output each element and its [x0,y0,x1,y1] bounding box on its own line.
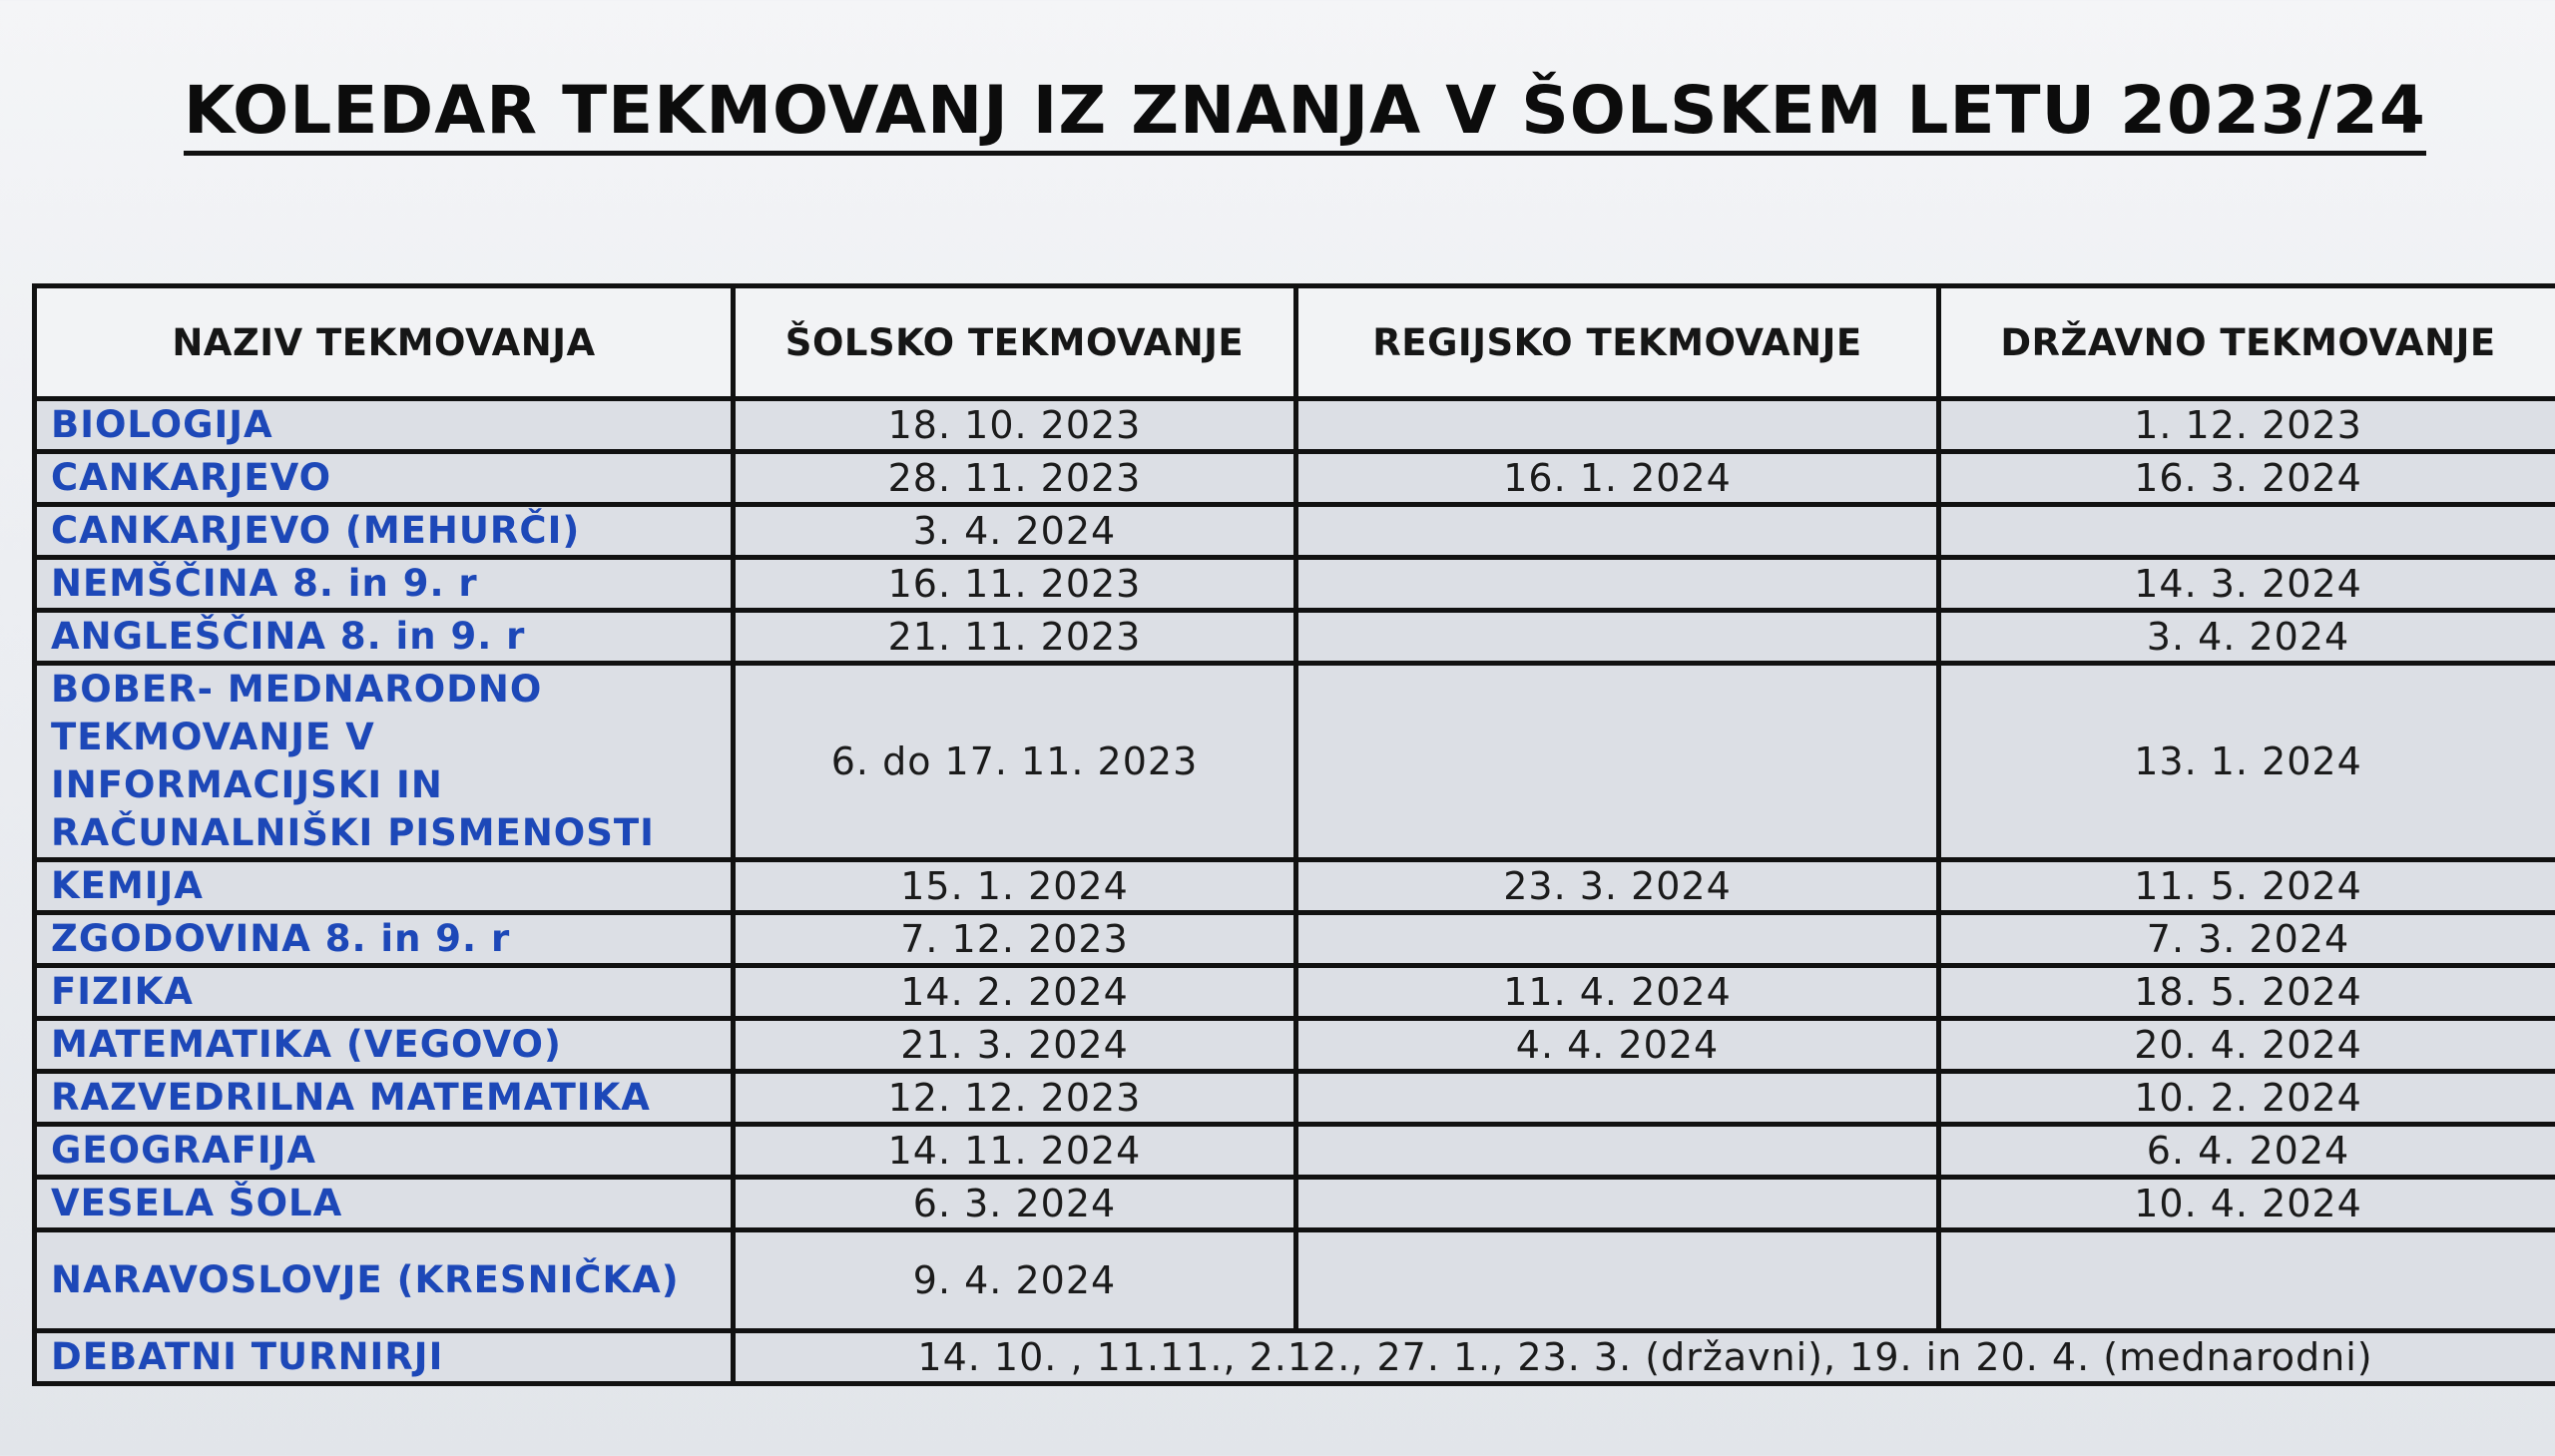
table-row [35,1072,2555,1125]
national-date: 3. 4. 2024 [1939,611,2555,664]
competition-name: BIOLOGIJA [35,399,734,452]
national-date: 14. 3. 2024 [1939,558,2555,611]
school-date: 14. 2. 2024 [734,966,1296,1019]
school-date: 14. 11. 2024 [734,1125,1296,1178]
document-title [184,72,2426,149]
school-date: 18. 10. 2023 [734,399,1296,452]
national-date: 10. 2. 2024 [1939,1072,2555,1125]
regional-date: 16. 1. 2024 [1296,452,1939,505]
school-date: 9. 4. 2024 [734,1230,1296,1331]
regional-date: 11. 4. 2024 [1296,966,1939,1019]
regional-date [1296,1178,1939,1230]
table-row [35,452,2555,505]
school-date: 21. 3. 2024 [734,1019,1296,1072]
competition-name: CANKARJEVO [35,452,734,505]
competition-name: MATEMATIKA (VEGOVO) [35,1019,734,1072]
table-row [35,505,2555,558]
header-competition-name: NAZIV TEKMOVANJA [35,286,734,399]
competition-calendar-table [32,283,2555,1386]
school-date: 15. 1. 2024 [734,860,1296,913]
competition-name: ANGLEŠČINA 8. in 9. r [35,611,734,664]
regional-date [1296,1230,1939,1331]
table-row [35,966,2555,1019]
school-date: 7. 12. 2023 [734,913,1296,966]
regional-date [1296,399,1939,452]
school-date: 16. 11. 2023 [734,558,1296,611]
regional-date [1296,913,1939,966]
regional-date [1296,558,1939,611]
national-date: 11. 5. 2024 [1939,860,2555,913]
table-row [35,913,2555,966]
table-row [35,558,2555,611]
title-text: KOLEDAR TEKMOVANJ IZ ZNANJA V ŠOLSKEM LETU 2023/24 [184,72,2426,156]
national-date: 18. 5. 2024 [1939,966,2555,1019]
competition-name: NARAVOSLOVJE (KRESNIČKA) [35,1230,734,1331]
header-school-competition: ŠOLSKO TEKMOVANJE [734,286,1296,399]
national-date [1939,1230,2555,1331]
national-date: 13. 1. 2024 [1939,664,2555,860]
school-date: 6. 3. 2024 [734,1178,1296,1230]
regional-date: 23. 3. 2024 [1296,860,1939,913]
header-regional-competition: REGIJSKO TEKMOVANJE [1296,286,1939,399]
national-date: 10. 4. 2024 [1939,1178,2555,1230]
competition-name: CANKARJEVO (MEHURČI) [35,505,734,558]
national-date: 20. 4. 2024 [1939,1019,2555,1072]
debate-dates: 14. 10. , 11.11., 2.12., 27. 1., 23. 3. (državni), 19. in 20. 4. (mednarodni) [734,1331,2555,1384]
table-row [35,860,2555,913]
regional-date [1296,611,1939,664]
national-date: 16. 3. 2024 [1939,452,2555,505]
regional-date [1296,664,1939,860]
competition-name: ZGODOVINA 8. in 9. r [35,913,734,966]
competition-name: FIZIKA [35,966,734,1019]
regional-date: 4. 4. 2024 [1296,1019,1939,1072]
table-row [35,1019,2555,1072]
table-row [35,664,2555,860]
national-date [1939,505,2555,558]
national-date: 1. 12. 2023 [1939,399,2555,452]
competition-name: DEBATNI TURNIRJI [35,1331,734,1384]
table-row [35,1230,2555,1331]
national-date: 6. 4. 2024 [1939,1125,2555,1178]
competition-name: RAZVEDRILNA MATEMATIKA [35,1072,734,1125]
regional-date [1296,1072,1939,1125]
competition-name: KEMIJA [35,860,734,913]
national-date: 7. 3. 2024 [1939,913,2555,966]
school-date: 12. 12. 2023 [734,1072,1296,1125]
regional-date [1296,1125,1939,1178]
school-date: 28. 11. 2023 [734,452,1296,505]
regional-date [1296,505,1939,558]
header-national-competition: DRŽAVNO TEKMOVANJE [1939,286,2555,399]
table-row [35,1178,2555,1230]
competition-name: GEOGRAFIJA [35,1125,734,1178]
table-row [35,1125,2555,1178]
school-date: 6. do 17. 11. 2023 [734,664,1296,860]
table-row [35,611,2555,664]
table-header-row [35,286,2555,399]
table-row [35,399,2555,452]
table-row [35,1331,2555,1384]
school-date: 21. 11. 2023 [734,611,1296,664]
competition-name: NEMŠČINA 8. in 9. r [35,558,734,611]
school-date: 3. 4. 2024 [734,505,1296,558]
competition-name: BOBER- MEDNARODNO TEKMOVANJE V INFORMACIJSKI IN RAČUNALNIŠKI PISMENOSTI [35,664,734,860]
competition-name: VESELA ŠOLA [35,1178,734,1230]
